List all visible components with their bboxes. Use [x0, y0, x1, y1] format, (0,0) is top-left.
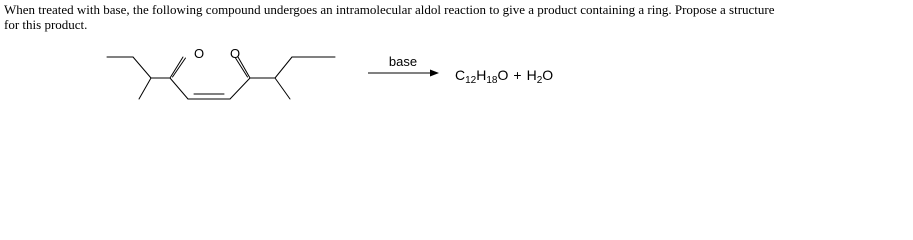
reaction-arrow	[368, 70, 439, 77]
product-formula: $C_{12}H_{18}O + H_2O$	[455, 67, 554, 86]
oxygen-label-left: O	[193, 46, 205, 61]
reagent-label: base	[388, 54, 418, 69]
reactant-skeletal-structure	[107, 57, 335, 99]
question-line-1: When treated with base, the following compound undergoes an intramolecular aldol reaction to give a product containing a ring. Propose a structure	[4, 2, 775, 17]
question-line-2: for this product.	[4, 17, 88, 32]
oxygen-label-right: O	[229, 46, 241, 61]
